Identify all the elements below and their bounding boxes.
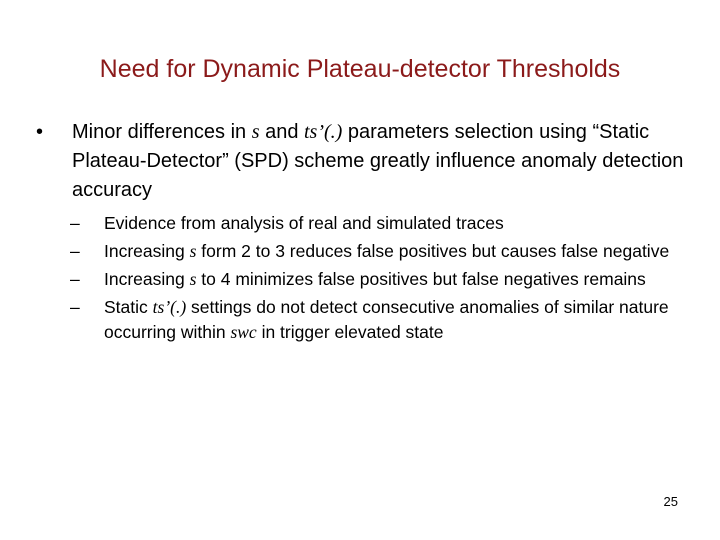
sub-bullet-text: Increasing bbox=[104, 241, 190, 261]
sub-bullet-text: to 4 minimizes false positives but false negatives remains bbox=[196, 269, 646, 289]
dash-marker: – bbox=[70, 297, 80, 317]
main-bullet-text-2: and bbox=[259, 121, 304, 143]
sub-bullet-text: Evidence from analysis of real and simulated traces bbox=[104, 213, 504, 233]
sub-bullet-evidence bbox=[70, 211, 696, 236]
dash-marker: – bbox=[70, 269, 80, 289]
sub-bullet-text: form 2 to 3 reduces false positives but causes false negative bbox=[196, 241, 670, 261]
sub-bullet-text: settings do not detect consecutive anomalies of similar nature occurring within bbox=[104, 297, 669, 342]
sub-bullet-text: Static bbox=[104, 297, 153, 317]
page-number: 25 bbox=[663, 494, 678, 509]
sub-bullet-text: Increasing bbox=[104, 269, 190, 289]
slide-content bbox=[36, 118, 696, 348]
slide-title: Need for Dynamic Plateau-detector Thresholds bbox=[99, 55, 621, 83]
sub-bullet-s-2-to-3 bbox=[70, 239, 696, 264]
bullet-marker: • bbox=[36, 121, 44, 143]
sub-bullet-list bbox=[70, 211, 696, 345]
main-bullet-var-s: s bbox=[251, 121, 260, 143]
main-bullet bbox=[36, 118, 696, 205]
sub-bullet-text: in trigger elevated state bbox=[256, 322, 444, 342]
sub-bullet-var-swc: swc bbox=[230, 322, 257, 342]
dash-marker: – bbox=[70, 241, 80, 261]
sub-bullet-static-ts bbox=[70, 295, 696, 345]
dash-marker: – bbox=[70, 213, 80, 233]
sub-bullet-var-s: s bbox=[189, 269, 197, 289]
main-bullet-text-1: Minor differences in bbox=[72, 121, 252, 143]
sub-bullet-s-to-4 bbox=[70, 267, 696, 292]
sub-bullet-var-s: s bbox=[189, 241, 197, 261]
main-bullet-var-ts: ts’(.) bbox=[304, 121, 343, 143]
main-bullet-text-3: parameters selection using “Static Plateau-Detector” (SPD) scheme greatly influence anomaly detection accuracy bbox=[72, 121, 684, 201]
sub-bullet-var-ts: ts’(.) bbox=[152, 297, 187, 317]
